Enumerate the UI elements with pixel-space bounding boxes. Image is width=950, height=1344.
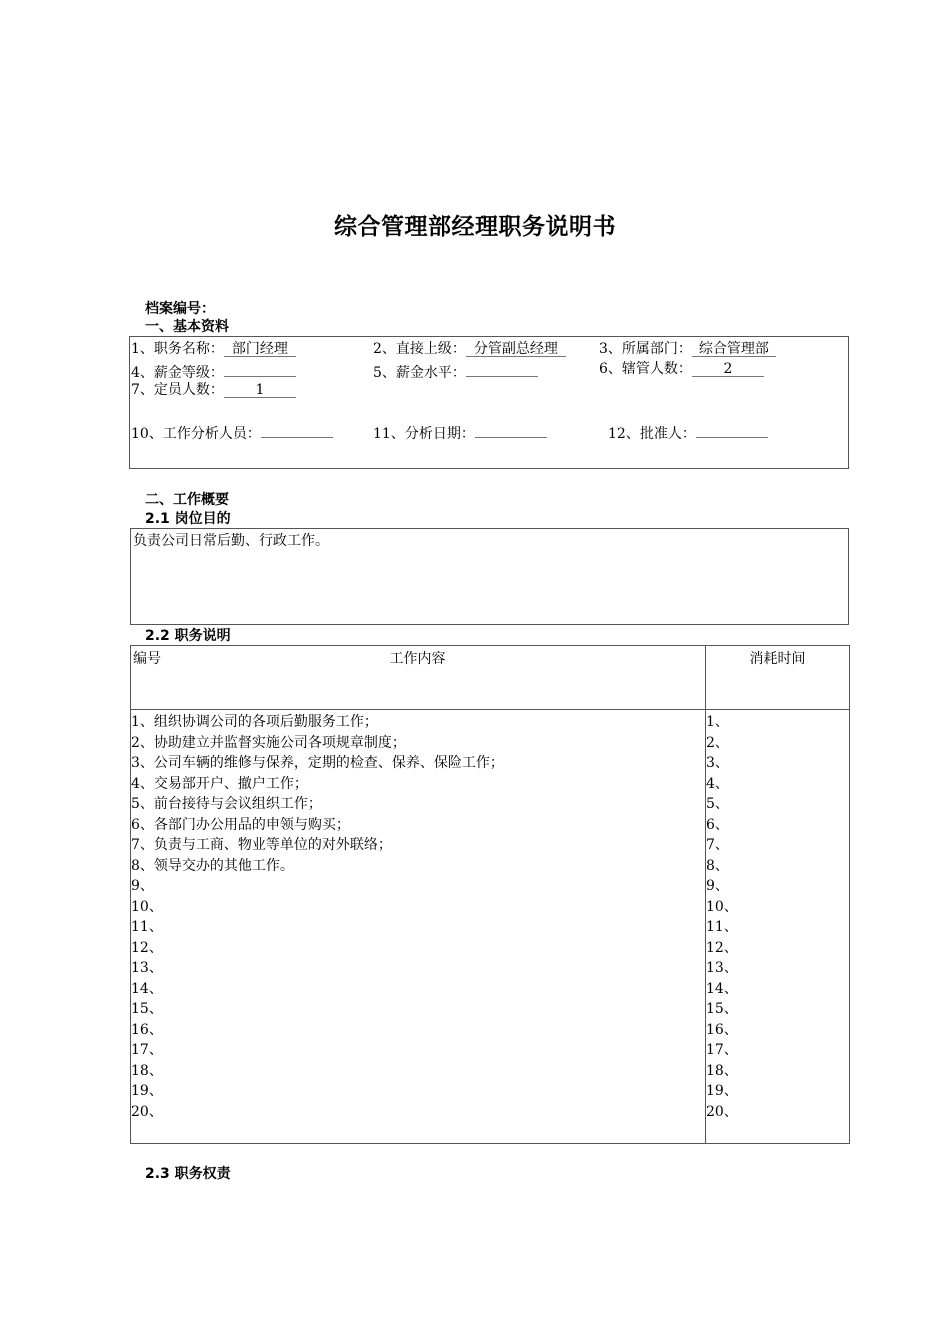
department-label: 3、所属部门： (599, 341, 692, 357)
document-title: 综合管理部经理职务说明书 (334, 214, 616, 240)
time-row: 7、 (706, 837, 729, 853)
salary-level-value (466, 359, 538, 377)
direct-superior-value: 分管副总经理 (466, 339, 566, 357)
time-row: 10、 (706, 898, 738, 915)
duty-row: 13、 (131, 960, 163, 976)
duties-table-header-divider (130, 709, 850, 710)
job-title-label: 1、职务名称： (131, 341, 224, 357)
field-department (599, 339, 776, 359)
duty-row: 12、 (131, 939, 163, 956)
section-job-overview-heading: 二、工作概要 (145, 492, 229, 508)
salary-grade-label: 4、薪金等级： (131, 365, 224, 381)
time-row: 1、 (706, 714, 729, 730)
file-number-label: 档案编号： (145, 301, 215, 317)
header-work-content: 工作内容 (389, 651, 446, 667)
duty-row: 1、组织协调公司的各项后勤服务工作； (131, 714, 378, 730)
job-title-value: 部门经理 (224, 339, 296, 357)
job-duties-heading: 2.2 职务说明 (145, 628, 231, 644)
section-basic-info-heading: 一、基本资料 (145, 319, 229, 335)
field-job-analyst (131, 420, 333, 444)
approver-label: 12、批准人： (608, 426, 696, 442)
time-row: 16、 (706, 1021, 738, 1038)
duty-row: 5、前台接待与会议组织工作； (131, 796, 322, 812)
duty-row: 3、公司车辆的维修与保养，定期的检查、保养、保险工作； (131, 755, 504, 771)
salary-level-label: 5、薪金水平： (373, 365, 466, 381)
analysis-date-label: 11、分析日期： (373, 426, 475, 442)
approver-value (696, 420, 768, 438)
job-rights-heading: 2.3 职务权责 (145, 1166, 231, 1182)
duty-row: 8、领导交办的其他工作。 (131, 857, 294, 874)
field-managed-staff (599, 359, 764, 379)
managed-staff-label: 6、辖管人数： (599, 361, 692, 377)
duty-row: 10、 (131, 898, 163, 915)
header-number: 编号 (133, 651, 161, 667)
field-analysis-date (373, 420, 547, 444)
duty-row: 2、协助建立并监督实施公司各项规章制度； (131, 734, 406, 751)
duty-row: 7、负责与工商、物业等单位的对外联络； (131, 837, 392, 853)
duty-row: 17、 (131, 1042, 163, 1058)
duty-row: 19、 (131, 1083, 163, 1099)
time-row: 2、 (706, 734, 729, 751)
duty-row: 15、 (131, 1001, 163, 1017)
time-row: 14、 (706, 980, 738, 997)
time-row: 15、 (706, 1001, 738, 1017)
duty-row: 18、 (131, 1062, 163, 1079)
job-purpose-text: 负责公司日常后勤、行政工作。 (133, 533, 329, 549)
time-row: 3、 (706, 755, 729, 771)
headcount-value: 1 (224, 380, 296, 398)
duty-row: 16、 (131, 1021, 163, 1038)
time-row: 18、 (706, 1062, 738, 1079)
analysis-date-value (475, 420, 547, 438)
time-row: 4、 (706, 775, 729, 792)
field-job-title (131, 339, 296, 359)
time-row: 9、 (706, 878, 729, 894)
duty-row: 9、 (131, 878, 154, 894)
time-row: 12、 (706, 939, 738, 956)
direct-superior-label: 2、直接上级： (373, 341, 466, 357)
duties-list (131, 712, 504, 1122)
field-direct-superior (373, 339, 566, 359)
duty-row: 6、各部门办公用品的申领与购买； (131, 816, 350, 833)
time-row: 19、 (706, 1083, 738, 1099)
time-row: 13、 (706, 960, 738, 976)
job-analyst-label: 10、工作分析人员： (131, 426, 261, 442)
time-row: 8、 (706, 857, 729, 874)
field-approver (608, 420, 768, 444)
duty-row: 14、 (131, 980, 163, 997)
job-purpose-heading: 2.1 岗位目的 (145, 511, 231, 527)
header-time-spent: 消耗时间 (749, 651, 806, 667)
department-value: 综合管理部 (692, 339, 776, 357)
time-row: 6、 (706, 816, 729, 833)
duty-row: 4、交易部开户、撤户工作； (131, 775, 308, 792)
headcount-label: 7、定员人数： (131, 382, 224, 398)
field-salary-level (373, 359, 538, 383)
job-analyst-value (261, 420, 333, 438)
time-spent-list (706, 712, 738, 1122)
duty-row: 11、 (131, 919, 163, 935)
managed-staff-value: 2 (692, 359, 764, 377)
time-row: 11、 (706, 919, 738, 935)
time-row: 20、 (706, 1103, 738, 1120)
salary-grade-value (224, 359, 296, 377)
time-row: 5、 (706, 796, 729, 812)
duty-row: 20、 (131, 1103, 163, 1120)
time-row: 17、 (706, 1042, 738, 1058)
field-headcount (131, 380, 296, 400)
